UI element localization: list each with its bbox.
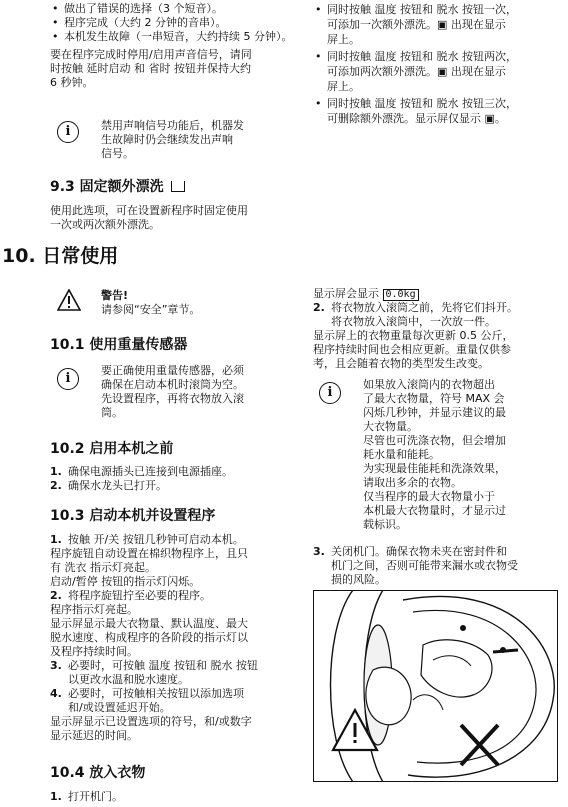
step-line: [50, 631, 298, 645]
step-3: [313, 545, 558, 587]
info-line: 如果放入滚筒内的衣物超出: [363, 378, 495, 391]
step-text: 必要时，可按触 温度 按钮和 脱水 按钮: [68, 659, 258, 672]
step-line: [50, 603, 298, 617]
list-item: 2. 确保水龙头已打开。: [50, 479, 167, 492]
right-bottom-block: [313, 287, 558, 371]
info-line: 了最大衣物量，符号 MAX 会: [363, 392, 505, 405]
step-text: 和/或设置延迟开始。: [68, 701, 171, 714]
list-item: 2. 将衣物放入滚筒之前，先将它们抖开。 将衣物放入滚筒中，一次放一件。: [313, 301, 518, 328]
step-line: [50, 589, 298, 603]
section-heading-9-3: 9.3 固定额外漂洗: [50, 178, 185, 196]
sec-10-4-list: [50, 790, 295, 804]
step-line: [50, 533, 298, 547]
step-line: [50, 687, 298, 701]
weight-paragraph: 显示屏上的衣物重量每次更新 0.5 公斤， 程序持续时间也会相应更新。重量仅供参 考，且会随着衣物的类型发生改变。: [313, 329, 514, 370]
step-line: [50, 673, 298, 687]
info-line: 尽管也可洗涤衣物，但会增加: [363, 434, 506, 447]
warning-icon: [57, 289, 81, 311]
step-line: [50, 701, 298, 715]
step-line: [50, 547, 298, 561]
sound-paragraph: 要在程序完成时停用/启用声音信号，请同 时按触 延时启动 和 省时 按钮并保持大约 6 秒钟。: [50, 48, 252, 89]
info-line: 请取出多余的衣物。: [363, 476, 462, 489]
step-text: 有 洗衣 指示灯亮起。: [50, 561, 156, 574]
info-line: 本机最大衣物量时，才显示过: [363, 504, 506, 517]
info-icon: i: [57, 121, 79, 143]
info-line: 载标识。: [363, 518, 407, 531]
step-text: 以更改水温和脱水速度。: [68, 673, 189, 686]
step-text: 显示屏显示已设置选项的符号，和/或数字: [50, 715, 252, 728]
door-illustration: [313, 590, 558, 782]
step-text: 程序指示灯亮起。: [50, 603, 138, 616]
warning-text: 请参阅“安全”章节。: [101, 303, 201, 316]
info-line: 耗水量和能耗。: [363, 448, 440, 461]
list-item: 1. 确保电源插头已连接到电源插座。: [50, 465, 233, 478]
top-left-block: [50, 2, 295, 90]
list-item: • 本机发生故障（一串短音，大约持续 5 分钟）。: [50, 30, 300, 44]
info-icon: i: [319, 382, 341, 404]
section-heading-10-4: 10.4 放入衣物: [50, 765, 146, 781]
info-line: 仅当程序的最大衣物量小于: [363, 490, 495, 503]
section-heading-10-2: 10.2 启用本机之前: [50, 441, 174, 457]
info-line: 闪烁几秒钟，并显示建议的最: [363, 406, 506, 419]
info-note-max: [319, 378, 559, 538]
step-line: [50, 645, 298, 659]
step-text: 显示屏显示最大衣物量、默认温度、最大: [50, 617, 248, 630]
info-icon: i: [57, 368, 79, 390]
sec-9-3-text: 使用此选项，可在设置新程序时固定使用 一次或两次额外漂洗。: [50, 204, 248, 231]
step-line: [50, 729, 298, 743]
display-line: 显示屏会显示 0.0kg: [313, 287, 558, 301]
rinse-icon: [171, 181, 185, 192]
step-text: 将程序旋钮拧至必要的程序。: [68, 589, 211, 602]
step-line: [50, 659, 298, 673]
step-text: 显示延迟的时间。: [50, 729, 138, 742]
step-text: 启动/暂停 按钮的指示灯闪烁。: [50, 575, 201, 588]
list-item: • 同时按触 温度 按钮和 脱水 按钮一次， 可添加一次额外漂洗。▣ 出现在显示 屏上。: [313, 2, 558, 47]
info-note-weight: i 要正确使用重量传感器，必须 确保在启动本机时滚筒为空。 先设置程序，再将衣物放入滚 筒。: [57, 364, 297, 424]
list-item: • 做出了错误的选择（3 个短音）。: [50, 2, 295, 16]
info-line: 大衣物量。: [363, 420, 418, 433]
top-right-block: [313, 2, 558, 126]
step-line: [50, 715, 298, 729]
list-item: • 同时按触 温度 按钮和 脱水 按钮两次， 可添加两次额外漂洗。▣ 出现在显示 屏上。: [313, 49, 558, 94]
list-item: 1. 打开机门。: [50, 790, 123, 803]
list-item: • 程序完成（大约 2 分钟的音串）。: [50, 16, 295, 30]
step-text: 程序旋钮自动设置在棉织物程序上，且只: [50, 547, 248, 560]
list-item: • 同时按触 温度 按钮和 脱水 按钮三次， 可删除额外漂洗。显示屏仅显示 ▣。: [313, 96, 558, 126]
step-number: 1.: [50, 533, 62, 546]
step-line: [50, 561, 298, 575]
sec-10-3-steps: [50, 533, 298, 743]
step-number: 3.: [50, 659, 62, 672]
step-number: 4.: [50, 687, 62, 700]
step-number: 2.: [50, 589, 62, 602]
step-line: [50, 575, 298, 589]
weight-display-glyph: 0.0kg: [383, 289, 419, 301]
sec-10-2-list: [50, 465, 295, 493]
step-text: 必要时，可按触相关按钮以添加选项: [68, 687, 244, 700]
info-note-sound: i 禁用声响信号功能后，机器发 生故障时仍会继续发出声响 信号。: [57, 119, 297, 167]
warning-title: 警告!: [101, 289, 129, 302]
step-text: 脱水速度、构成程序的各阶段的指示灯以: [50, 631, 248, 644]
step-text: 及程序持续时间。: [50, 645, 138, 658]
section-heading-10-3: 10.3 启动本机并设置程序: [50, 508, 216, 524]
section-heading-10-1: 10.1 使用重量传感器: [50, 337, 188, 353]
list-item: 3. 关闭机门。确保衣物未夹在密封件和 机门之间，否则可能带来漏水或衣物受 损的风险。: [313, 545, 518, 586]
step-line: [50, 617, 298, 631]
info-line: 为实现最佳能耗和洗涤效果，: [363, 462, 506, 475]
step-text: 按触 开/关 按钮几秒钟可启动本机。: [68, 533, 244, 546]
warning-note: [57, 289, 297, 323]
chapter-title: 10. 日常使用: [2, 245, 119, 267]
